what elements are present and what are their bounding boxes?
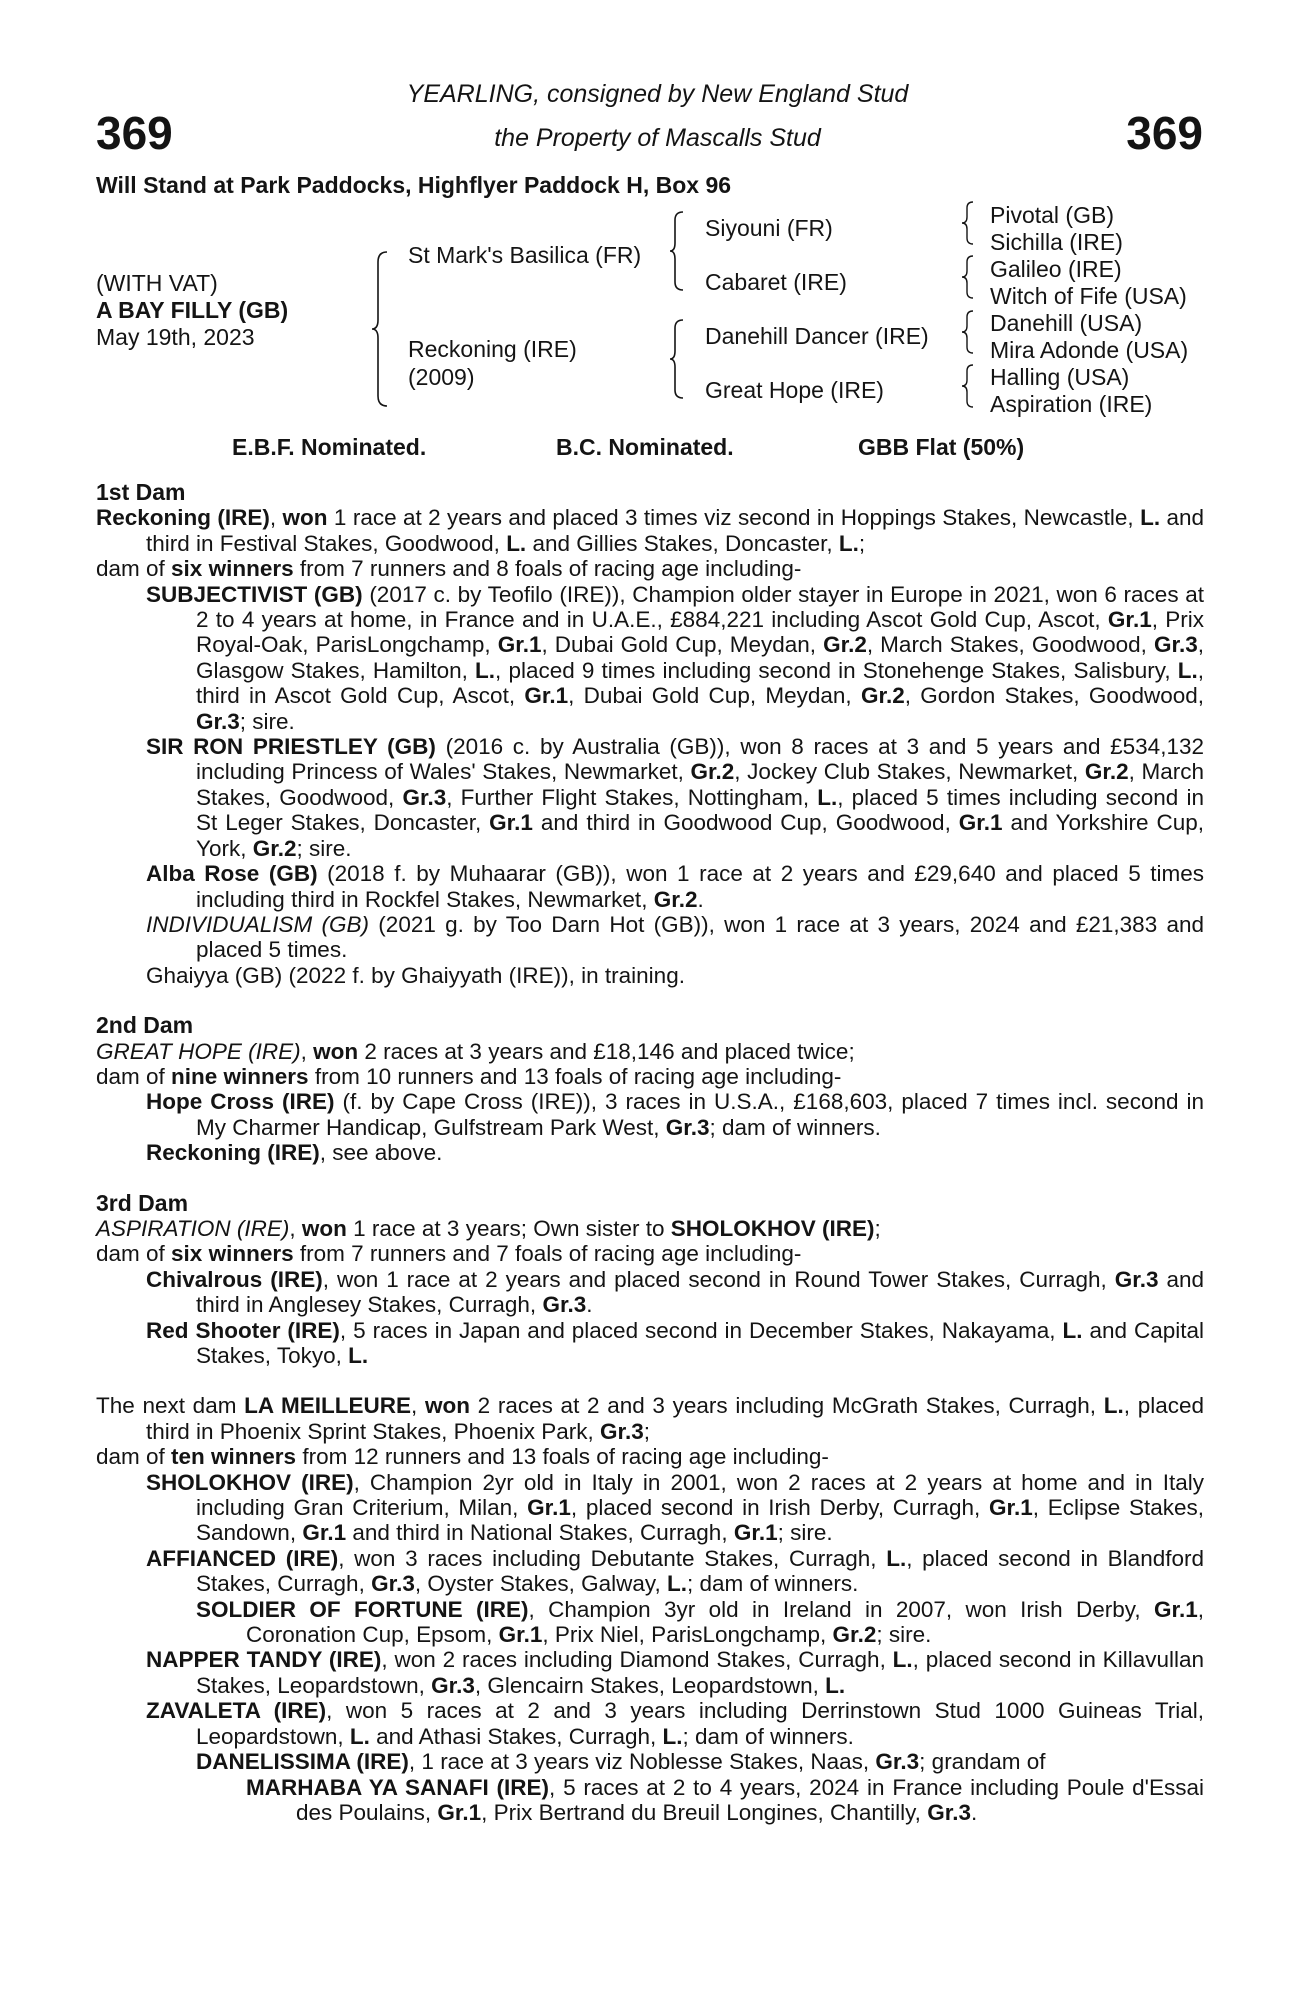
first-dam-heading: 1st Dam bbox=[96, 479, 186, 505]
stand-location: Will Stand at Park Paddocks, Highflyer Paddock H, Box 96 bbox=[96, 172, 732, 198]
pedigree-sire-dam: Cabaret (IRE) bbox=[705, 269, 847, 295]
second-dam-record: GREAT HOPE (IRE), won 2 races at 3 years and £18,146 and placed twice; bbox=[96, 1038, 855, 1064]
pedigree-gen3-1: Pivotal (GB) bbox=[990, 202, 1114, 228]
produce-entry-sholokhov: SHOLOKHOV (IRE), Champion 2yr old in Italy in 2001, won 2 races at 2 years at home and in Italy including Gran Criterium, Milan, Gr.1, placed second in Irish Derby, Curragh, Gr.1, Eclipse Stakes, Sandown, Gr.1 and third in National Stakes, Curragh, Gr.1; sire. bbox=[146, 1469, 1204, 1546]
pedigree-gen3-7: Halling (USA) bbox=[990, 364, 1130, 390]
pedigree-dam-year: (2009) bbox=[408, 364, 475, 390]
pedigree-brace-sire bbox=[668, 210, 686, 292]
produce-entry-red-shooter: Red Shooter (IRE), 5 races in Japan and placed second in December Stakes, Nakayama, L. and Capital Stakes, Tokyo, L. bbox=[146, 1317, 1204, 1368]
lot-number-left: 369 bbox=[96, 107, 173, 159]
produce-record bbox=[96, 480, 1204, 1825]
first-dam-record: Reckoning (IRE), won 1 race at 2 years and placed 3 times viz second in Hoppings Stakes, Newcastle, L. and third in Festival Stakes, Goodwood, L. and Gillies Stakes, Doncaster, L.; bbox=[96, 505, 1205, 556]
produce-entry-affianced: AFFIANCED (IRE), won 3 races including Debutante Stakes, Curragh, L., placed second in Blandford Stakes, Curragh, Gr.3, Oyster Stakes, Galway, L.; dam of winners. bbox=[146, 1545, 1204, 1597]
pedigree-brace-sd bbox=[960, 254, 976, 300]
pedigree-brace-ds bbox=[960, 309, 976, 355]
consignor-line: YEARLING, consigned by New England Stud bbox=[406, 80, 909, 108]
bc-nomination: B.C. Nominated. bbox=[556, 434, 734, 460]
subject-name: A BAY FILLY (GB) bbox=[96, 297, 289, 323]
produce-entry-chivalrous: Chivalrous (IRE), won 1 race at 2 years and placed second in Round Tower Stakes, Curragh, Gr.3 and third in Anglesey Stakes, Curragh, Gr.3. bbox=[146, 1266, 1205, 1318]
property-line: the Property of Mascalls Stud bbox=[494, 124, 821, 152]
pedigree-dam: Reckoning (IRE) bbox=[408, 336, 577, 362]
pedigree-gen3-3: Galileo (IRE) bbox=[990, 256, 1122, 282]
pedigree-brace-dam bbox=[668, 318, 686, 400]
third-dam-produce-line: dam of six winners from 7 runners and 7 foals of racing age including- bbox=[96, 1241, 802, 1267]
pedigree-brace-main bbox=[370, 250, 390, 408]
pedigree-gen3-4: Witch of Fife (USA) bbox=[990, 283, 1187, 309]
produce-entry-ghaiyya: Ghaiyya (GB) (2022 f. by Ghaiyyath (IRE)), in training. bbox=[146, 962, 685, 988]
pedigree-gen3-6: Mira Adonde (USA) bbox=[990, 337, 1189, 363]
pedigree-gen3-8: Aspiration (IRE) bbox=[990, 391, 1153, 417]
produce-entry-reckoning: Reckoning (IRE), see above. bbox=[146, 1140, 443, 1166]
pedigree-gen3-2: Sichilla (IRE) bbox=[990, 229, 1123, 255]
produce-entry-zavaleta: ZAVALETA (IRE), won 5 races at 2 and 3 years including Derrinstown Stud 1000 Guineas Trial, Leopardstown, L. and Athasi Stakes, Curragh, L.; dam of winners. bbox=[146, 1698, 1204, 1749]
produce-entry-individualism: INDIVIDUALISM (GB) (2021 g. by Too Darn Hot (GB)), won 1 race at 3 years, 2024 and £21,383 and placed 5 times. bbox=[146, 911, 1205, 963]
first-dam-produce-line: dam of six winners from 7 runners and 8 foals of racing age including- bbox=[96, 556, 802, 582]
ebf-nomination: E.B.F. Nominated. bbox=[232, 434, 427, 460]
produce-entry-alba-rose: Alba Rose (GB) (2018 f. by Muhaarar (GB)), won 1 race at 2 years and £29,640 and placed 5 times including third in Rockfel Stakes, Newmarket, Gr.2. bbox=[146, 861, 1205, 912]
pedigree-gen3-5: Danehill (USA) bbox=[990, 310, 1143, 336]
won-word: won bbox=[282, 505, 328, 531]
pedigree-brace-dd bbox=[960, 363, 976, 409]
pedigree-sire-sire: Siyouni (FR) bbox=[705, 215, 833, 241]
pedigree-brace-ss bbox=[960, 200, 976, 246]
produce-entry-subjectivist: SUBJECTIVIST (GB) (2017 c. by Teofilo (IRE)), Champion older stayer in Europe in 2021, won 6 races at 2 to 4 years at home, in France and in U.A.E., £884,221 including Ascot Gold Cup, Ascot, Gr.1, Prix Royal-Oak, ParisLongchamp, Gr.1, Dubai Gold Cup, Meydan, Gr.2, March Stakes, Goodwood, Gr.3, Glasgow Stakes, Hamilton, L., placed 9 times including second in Stonehenge Stakes, Salisbury, L., third in Ascot Gold Cup, Ascot, Gr.1, Dubai Gold Cup, Meydan, Gr.2, Gordon Stakes, Goodwood, Gr.3; sire. bbox=[146, 581, 1205, 734]
pedigree-dam-dam: Great Hope (IRE) bbox=[705, 377, 884, 403]
second-dam-produce-line: dam of nine winners from 10 runners and 13 foals of racing age including- bbox=[96, 1063, 842, 1089]
first-dam-name: Reckoning (IRE) bbox=[96, 505, 270, 531]
third-dam-heading: 3rd Dam bbox=[96, 1189, 189, 1216]
next-dam-record: The next dam LA MEILLEURE, won 2 races at 2 and 3 years including McGrath Stakes, Curragh, L., placed third in Phoenix Sprint Stakes, Phoenix Park, Gr.3; bbox=[96, 1393, 1204, 1444]
subject-dob: May 19th, 2023 bbox=[96, 324, 255, 350]
produce-entry-soldier-of-fortune: SOLDIER OF FORTUNE (IRE), Champion 3yr old in Ireland in 2007, won Irish Derby, Gr.1, Coronation Cup, Epsom, Gr.1, Prix Niel, ParisLongchamp, Gr.2; sire. bbox=[196, 1596, 1204, 1648]
pedigree-sire: St Mark's Basilica (FR) bbox=[408, 242, 642, 268]
produce-entry-danelissima: DANELISSIMA (IRE), 1 race at 3 years viz Noblesse Stakes, Naas, Gr.3; grandam of bbox=[196, 1749, 1046, 1775]
lot-number-right: 369 bbox=[1126, 107, 1203, 159]
third-dam-record: ASPIRATION (IRE), won 1 race at 3 years; Own sister to SHOLOKHOV (IRE); bbox=[96, 1215, 881, 1241]
pedigree-dam-sire: Danehill Dancer (IRE) bbox=[705, 323, 929, 349]
second-dam-heading: 2nd Dam bbox=[96, 1012, 194, 1039]
produce-entry-sir-ron-priestley: SIR RON PRIESTLEY (GB) (2016 c. by Australia (GB)), won 8 races at 3 and 5 years and £534,132 including Princess of Wales' Stakes, Newmarket, Gr.2, Jockey Club Stakes, Newmarket, Gr.2, March Stakes, Goodwood, Gr.3, Further Flight Stakes, Nottingham, L., placed 5 times including second in St Leger Stakes, Doncaster, Gr.1 and third in Goodwood Cup, Goodwood, Gr.1 and Yorkshire Cup, York, Gr.2; sire. bbox=[146, 734, 1205, 861]
produce-entry-napper-tandy: NAPPER TANDY (IRE), won 2 races including Diamond Stakes, Curragh, L., placed second in Killavullan Stakes, Leopardstown, Gr.3, Glencairn Stakes, Leopardstown, L. bbox=[146, 1647, 1204, 1698]
next-dam-produce-line: dam of ten winners from 12 runners and 13 foals of racing age including- bbox=[96, 1444, 829, 1470]
produce-entry-marhaba-ya-sanafi: MARHABA YA SANAFI (IRE), 5 races at 2 to 4 years, 2024 in France including Poule d'Essai des Poulains, Gr.1, Prix Bertrand du Breuil Longines, Chantilly, Gr.3. bbox=[246, 1774, 1204, 1825]
produce-entry-hope-cross: Hope Cross (IRE) (f. by Cape Cross (IRE)), 3 races in U.S.A., £168,603, placed 7 times incl. second in My Charmer Handicap, Gulfstream Park West, Gr.3; dam of winners. bbox=[146, 1089, 1204, 1140]
vat-note: (WITH VAT) bbox=[96, 270, 218, 296]
gbb-nomination: GBB Flat (50%) bbox=[858, 434, 1025, 460]
